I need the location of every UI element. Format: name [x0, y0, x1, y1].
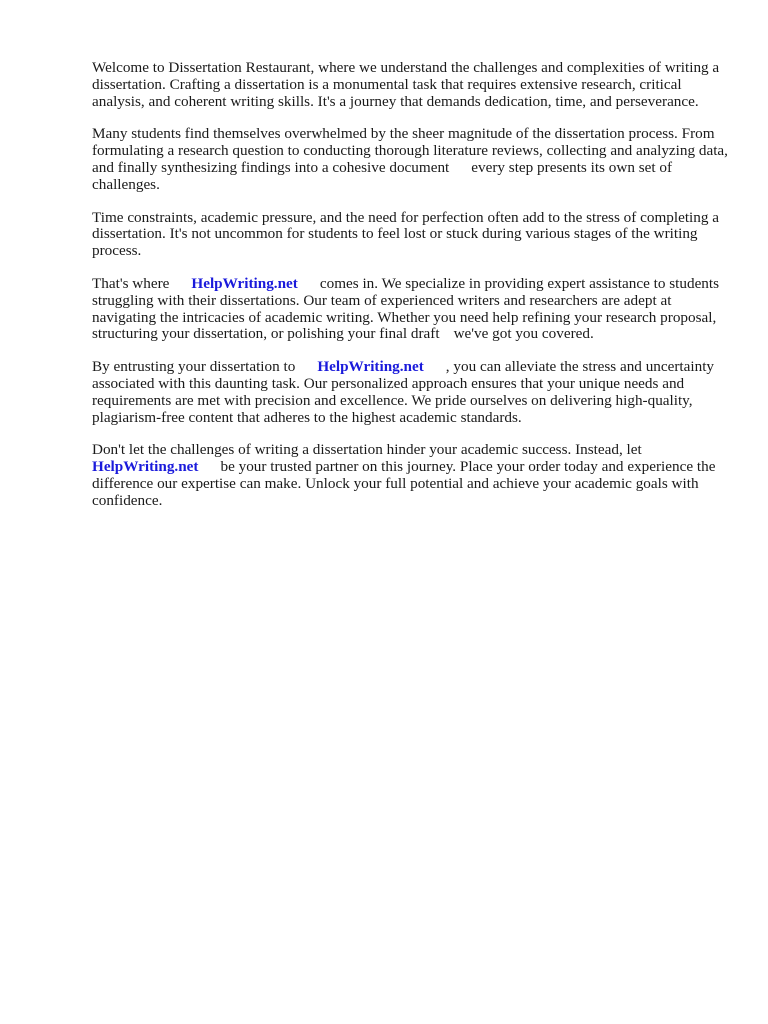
paragraph-closing-text-start: Don't let the challenges of writing a dissertation hinder your academic success. Instead, let	[92, 441, 642, 459]
helpwriting-link-1[interactable]: HelpWriting.net	[191, 274, 298, 292]
paragraph-entrusting-text-start: By entrusting your dissertation to	[92, 358, 296, 376]
paragraph-challenges-text-end: every step presents its own set of challenges.	[92, 158, 673, 193]
paragraph-challenges-text: Many students find themselves overwhelmed by the sheer magnitude of the dissertation process. From formulating a research question to conducting thorough literature reviews, collecting and analyzing data, and finally synthesizing findings into a cohesive document	[92, 125, 728, 176]
paragraph-service	[92, 276, 728, 343]
paragraph-challenges	[92, 126, 728, 193]
helpwriting-link-3[interactable]: HelpWriting.net	[92, 458, 199, 476]
paragraph-closing	[92, 442, 728, 509]
paragraph-service-text-start: That's where	[92, 274, 170, 292]
paragraph-service-text: comes in. We specialize in providing expert assistance to students struggling with their dissertations. Our team of experienced writers and researchers are adept at navigating the intricacies of academic writing. Whether you need help refining your research proposal, structuring your dissertation, or polishing your final draft	[92, 274, 720, 343]
helpwriting-link-2[interactable]: HelpWriting.net	[317, 358, 424, 376]
paragraph-service-text-end: we've got you covered.	[453, 325, 594, 343]
document-body	[92, 60, 728, 526]
paragraph-stress	[92, 210, 728, 260]
paragraph-stress-text: Time constraints, academic pressure, and the need for perfection often add to the stress of completing a dissertation. It's not uncommon for students to feel lost or stuck during various stages of the writing process.	[92, 208, 719, 260]
paragraph-intro	[92, 60, 728, 110]
paragraph-intro-text: Welcome to Dissertation Restaurant, where we understand the challenges and complexities of writing a dissertation. Crafting a dissertation is a monumental task that requires extensive research, critical analysis, and coherent writing skills. It's a journey that demands dedication, time, and perseverance.	[92, 59, 720, 110]
paragraph-entrusting	[92, 359, 728, 426]
paragraph-closing-text: be your trusted partner on this journey. Place your order today and experience the difference our expertise can make. Unlock your full potential and achieve your academic goals with confidence.	[92, 458, 716, 509]
paragraph-entrusting-text: , you can alleviate the stress and uncertainty associated with this daunting task. Our personalized approach ensures that your unique needs and requirements are met with precision and excellence. We pride ourselves on delivering high-quality, plagiarism-free content that adheres to the highest academic standards.	[92, 358, 715, 426]
